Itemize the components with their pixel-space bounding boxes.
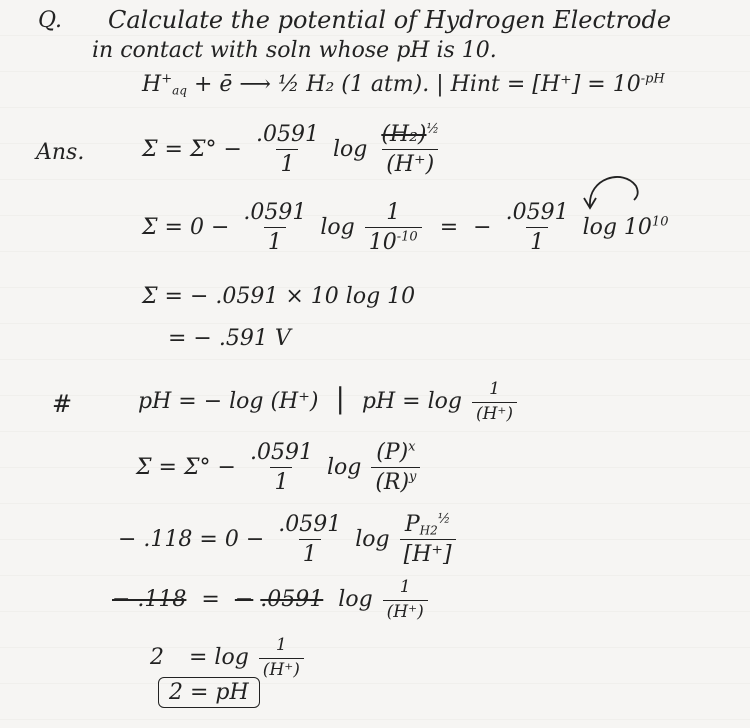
question-marker: Q.	[38, 8, 62, 33]
reaction-line	[142, 72, 665, 97]
electron-term: + ē	[193, 72, 233, 97]
log-result-line: 2 = log $\frac{1}{(H^+)}$	[150, 636, 307, 680]
rhs-coef-fraction: $\frac{.0591}{1}$	[505, 200, 569, 256]
answer-eq-3: Σ = − .0591 × 10 log 10	[142, 284, 416, 309]
answer-eq-1: Σ = Σ° − $\frac{.0591}{1}$ log $\frac{(H_2)^{\frac{1}{2}}}{(H^+)}$	[142, 122, 446, 178]
coef-fraction: $\frac{.0591}{1}$	[255, 122, 319, 178]
product: ½ H₂ (1 atm).	[277, 72, 430, 97]
coef-fraction: $\frac{.0591}{1}$	[243, 200, 307, 256]
final-answer	[158, 680, 260, 705]
section-marker: #	[52, 390, 73, 418]
quotient-fraction: $\frac{1}{(H^+)}$	[259, 636, 304, 680]
cancelled-line: − .118 = − .0591 log $\frac{1}{(H^+)}$	[112, 578, 431, 622]
hint-exponent: -pH	[640, 71, 665, 87]
quotient-fraction: $\frac{1}{(H^+)}$	[383, 578, 428, 622]
answer-label: Ans.	[36, 140, 85, 165]
quotient-fraction: $\frac{1}{10^{-10}}$	[365, 200, 422, 256]
answer-eq-4: = − .591 V	[168, 326, 291, 351]
quotient-fraction: $\frac{(P)^x}{(R)^y}$	[371, 440, 420, 496]
final-answer-box: 2 = pH	[158, 677, 260, 708]
ph-alt-fraction: $\frac{1}{(H^+)}$	[472, 380, 517, 424]
coef-fraction: $\frac{.0591}{1}$	[249, 440, 313, 496]
nernst-substituted: − .118 = 0 − $\frac{.0591}{1}$ log $\frac{PH2^{\frac{1}{2}}}{[H^+]}$	[118, 512, 459, 568]
curved-arrow-icon	[578, 168, 648, 213]
quotient-fraction: $\frac{PH2^{\frac{1}{2}}}{[H^+]}$	[400, 512, 456, 568]
reactant-phase: aq	[172, 83, 187, 98]
hint-separator: |	[436, 72, 444, 97]
question-line-2: in contact with soln whose pH is 10.	[92, 38, 497, 63]
coef-fraction: $\frac{.0591}{1}$	[278, 512, 342, 568]
quotient-fraction: $\frac{(H_2)^{\frac{1}{2}}}{(H^+)}$	[381, 121, 440, 178]
reactant: H	[142, 72, 162, 97]
nernst-general: Σ = Σ° − $\frac{.0591}{1}$ log $\frac{(P)^x}{(R)^y}$	[136, 440, 423, 496]
answer-eq-2: Σ = 0 − $\frac{.0591}{1}$ log $\frac{1}{10^{-10}}$ = − $\frac{.0591}{1}$ $\log 10^{10}$	[142, 200, 669, 256]
reactant-charge: +	[161, 71, 173, 87]
ph-definition: pH = − log (H⁺) | pH = log $\frac{1}{(H^+)}$	[138, 380, 520, 424]
hint-text: Hint = [H⁺] = 10	[450, 72, 641, 97]
question-line-1: Calculate the potential of Hydrogen Electrode	[108, 6, 672, 34]
reaction-arrow: ⟶	[239, 72, 271, 97]
